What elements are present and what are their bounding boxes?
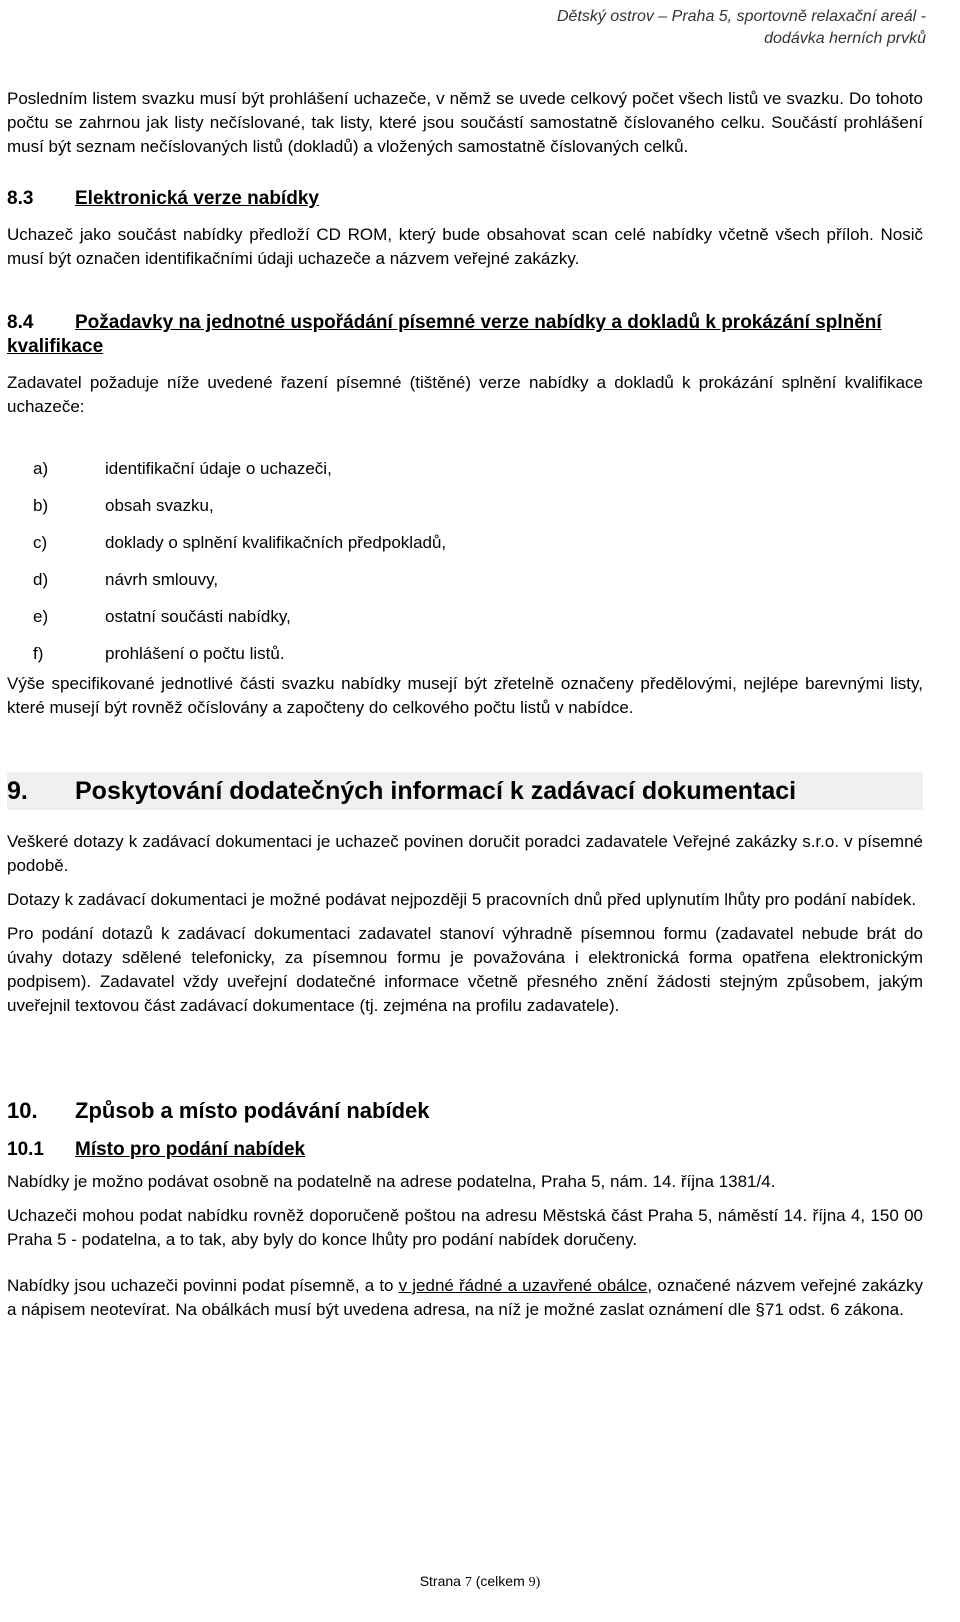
list-item-label: f) [33, 644, 44, 663]
list-item-text: prohlášení o počtu listů. [105, 644, 285, 663]
section-title: Poskytování dodatečných informací k zadávací dokumentaci [75, 777, 797, 805]
section-8-3-text: Uchazeč jako součást nabídky předloží CD ROM, který bude obsahovat scan celé nabídky včetně všech příloh. Nosič musí být označen identifikačními údaji uchazeče a názvem veřejné zakázky. [7, 225, 923, 268]
section-8-4-text: Zadavatel požaduje níže uvedené řazení písemné (tištěné) verze nabídky a dokladů k prokázání splnění kvalifikace uchazeče: [7, 373, 923, 416]
list-item [7, 494, 923, 518]
intro-paragraph: Posledním listem svazku musí být prohlášení uchazeče, v němž se uvede celkový počet všech listů ve svazku. Do tohoto počtu se zahrnou jak listy nečíslované, tak listy, které jsou součástí samostatně číslovaného celku. Součástí prohlášení musí být seznam nečíslovaných listů (dokladů) a vložených samostatně číslovaných celků. [7, 89, 923, 156]
list-item-text: návrh smlouvy, [105, 570, 219, 589]
paragraph-text: Nabídky jsou uchazeči povinni podat písemně, a to [7, 1276, 399, 1295]
spacer [7, 271, 923, 311]
list-item [7, 605, 923, 629]
list-item [7, 531, 923, 555]
list-item-text: doklady o splnění kvalifikačních předpokladů, [105, 533, 447, 552]
section-10-1-paragraph-2: Uchazeči mohou podat nabídku rovněž doporučeně poštou na adresu Městská část Praha 5, náměstí 14. října 4, 150 00 Praha 5 - podatelna, a to tak, aby byly do konce lhůty pro podání nabídek doručeny. [7, 1206, 923, 1249]
section-number: 9. [7, 777, 28, 805]
list-item [7, 642, 923, 666]
list-item-label: d) [33, 570, 49, 589]
footer-page-number: 7 [464, 1575, 472, 1590]
document-body [7, 87, 923, 1322]
section-9-paragraph-3: Pro podání dotazů k zadávací dokumentaci zadavatel stanoví výhradně písemnou formu (zadavatel nebude brát do úvahy dotazy sdělené telefonicky, za písemnou formu je považována i elektronická forma opatřena elektronickým podpisem). Zadavatel vždy uveřejní dodatečné informace včetně přesného znění žádosti stejným způsobem, jakým uveřejnil textovou část zadávací dokumentace (tj. zejména na profilu zadavatele). [7, 924, 923, 1015]
section-title: Požadavky na jednotné uspořádání písemné verze nabídky a dokladů k prokázání splnění kvalifikace [7, 312, 882, 357]
section-10-1-paragraph-3 [7, 1274, 923, 1322]
section-8-4-heading [7, 311, 923, 359]
page-footer [0, 1573, 960, 1591]
section-9-paragraph-2: Dotazy k zadávací dokumentaci je možné podávat nejpozději 5 pracovních dnů před uplynutím lhůty pro podání nabídek. [7, 890, 917, 909]
list-item-label: b) [33, 496, 49, 515]
section-9-heading [7, 772, 923, 810]
header-line-2: dodávka herních prvků [764, 30, 926, 47]
section-8-3-heading [7, 187, 923, 211]
list-item-text: ostatní součásti nabídky, [105, 607, 291, 626]
list-item-label: a) [33, 459, 49, 478]
section-number: 10.1 [7, 1139, 44, 1160]
list-item-label: e) [33, 607, 49, 626]
section-10-1-heading [7, 1138, 923, 1162]
footer-prefix: Strana [419, 1573, 465, 1589]
section-10-1-paragraph-1: Nabídky je možno podávat osobně na podatelně na adrese podatelna, Praha 5, nám. 14. října 1381/4. [7, 1172, 776, 1191]
paragraph-text: , označené názvem veřejné zakázky a nápisem neotevírat. Na obálkách musí být uvedena adresa, na níž je možné zaslat oznámení dle §71 odst. 6 zákona. [7, 1276, 923, 1319]
ordering-list [7, 457, 923, 666]
section-title: Místo pro podání nabídek [75, 1139, 306, 1160]
footer-suffix: ) [535, 1575, 541, 1590]
page-header [366, 6, 926, 50]
section-number: 8.4 [7, 312, 34, 333]
list-item [7, 457, 923, 481]
footer-middle: (celkem [471, 1573, 529, 1589]
section-title: Elektronická verze nabídky [75, 188, 319, 209]
section-8-4-after-text: Výše specifikované jednotlivé části svazku nabídky musejí být zřetelně označeny předělovými, nejlépe barevnými listy, které musejí být rovněž očíslovány a započteny do celkového počtu listů v nabídce. [7, 674, 923, 717]
list-item [7, 568, 923, 592]
footer-total-pages: 9 [528, 1575, 536, 1590]
section-9-paragraph-1: Veškeré dotazy k zadávací dokumentaci je uchazeč povinen doručit poradci zadavatele Veřejné zakázky s.r.o. v písemné podobě. [7, 832, 923, 875]
underlined-text: v jedné řádné a uzavřené obálce [398, 1276, 648, 1295]
header-line-1: Dětský ostrov – Praha 5, sportovně relaxační areál - [556, 8, 926, 25]
list-item-text: obsah svazku, [105, 496, 214, 515]
section-number: 8.3 [7, 188, 34, 209]
section-title: Způsob a místo podávání nabídek [75, 1098, 430, 1123]
list-item-text: identifikační údaje o uchazeči, [105, 459, 332, 478]
list-item-label: c) [33, 533, 48, 552]
section-number: 10. [7, 1098, 38, 1123]
section-10-heading [7, 1096, 923, 1126]
